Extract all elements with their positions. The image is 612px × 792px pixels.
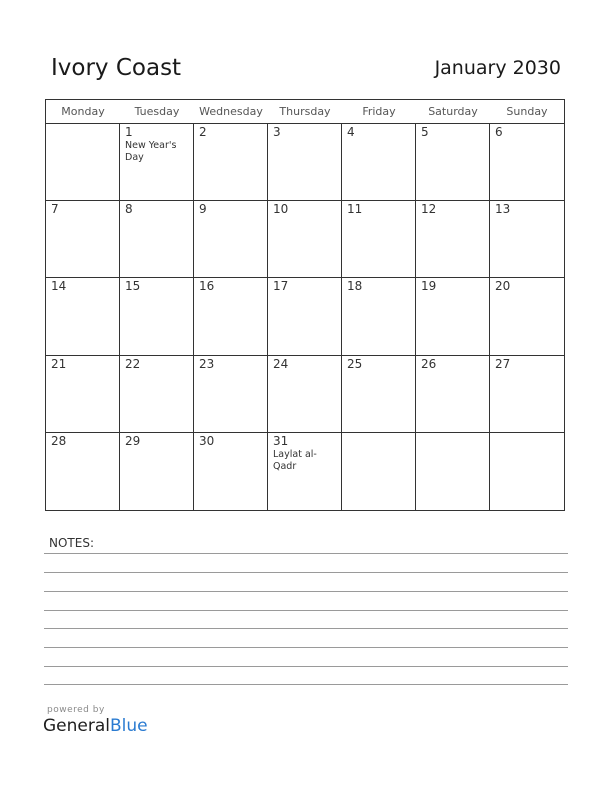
day-cell <box>490 433 564 510</box>
logo-general-text: General <box>43 716 110 736</box>
day-number: 31 <box>273 433 289 448</box>
day-cell <box>342 201 416 278</box>
day-cell <box>342 124 416 201</box>
day-cell <box>416 201 490 278</box>
day-cell <box>342 356 416 433</box>
note-line <box>44 684 568 685</box>
weekday-header-saturday: Saturday <box>428 105 478 118</box>
day-cell <box>268 356 342 433</box>
day-cell <box>120 278 194 355</box>
day-cell <box>268 433 342 510</box>
day-number: 25 <box>347 356 363 371</box>
day-number: 26 <box>421 356 437 371</box>
note-line <box>44 553 568 554</box>
day-number: 19 <box>421 279 437 294</box>
calendar-table <box>45 99 565 511</box>
day-number: 1 <box>125 125 133 139</box>
day-number: 27 <box>495 356 511 371</box>
day-cell <box>120 433 194 510</box>
day-cell <box>46 278 120 355</box>
logo-blue-text: Blue <box>110 716 148 736</box>
weekday-header-wednesday: Wednesday <box>199 105 263 118</box>
day-cell <box>194 124 268 201</box>
day-number: 21 <box>51 356 67 371</box>
day-cell <box>46 356 120 433</box>
day-number: 29 <box>125 433 141 448</box>
month-year-title: January 2030 <box>434 57 561 79</box>
day-cell <box>268 278 342 355</box>
day-number: 3 <box>273 125 281 139</box>
day-number: 13 <box>495 202 511 217</box>
weekday-header-row <box>46 100 564 124</box>
day-number: 20 <box>495 279 511 294</box>
day-number: 5 <box>421 125 429 139</box>
day-cell <box>416 356 490 433</box>
note-line <box>44 591 568 592</box>
day-number: 23 <box>199 356 215 371</box>
holiday-label: Laylat al-Qadr <box>273 448 317 472</box>
day-number: 12 <box>421 202 437 217</box>
weekday-header-thursday: Thursday <box>279 105 331 118</box>
day-cell <box>342 433 416 510</box>
day-cell <box>46 124 120 201</box>
day-cell <box>490 124 564 201</box>
day-cell <box>120 124 194 201</box>
day-cell <box>194 433 268 510</box>
day-cell <box>490 356 564 433</box>
day-cell <box>416 124 490 201</box>
note-line <box>44 666 568 667</box>
holiday-label: New Year's Day <box>125 140 177 163</box>
day-cell <box>416 278 490 355</box>
note-line <box>44 610 568 611</box>
day-number: 7 <box>51 202 59 217</box>
day-number: 10 <box>273 202 289 217</box>
day-cell <box>194 356 268 433</box>
day-cell <box>490 278 564 355</box>
day-number: 18 <box>347 279 363 294</box>
note-line <box>44 572 568 573</box>
day-cell <box>46 433 120 510</box>
day-cell <box>194 201 268 278</box>
note-line <box>44 628 568 629</box>
day-number: 6 <box>495 125 503 139</box>
day-number: 15 <box>125 279 141 294</box>
day-cell <box>46 201 120 278</box>
day-cell <box>416 433 490 510</box>
note-line <box>44 647 568 648</box>
day-cell <box>268 124 342 201</box>
day-number: 28 <box>51 433 67 448</box>
notes-label: NOTES: <box>49 536 94 550</box>
weekday-header-friday: Friday <box>362 105 396 118</box>
day-number: 14 <box>51 279 67 294</box>
generalblue-logo <box>43 716 148 736</box>
day-number: 11 <box>347 202 363 217</box>
weekday-header-sunday: Sunday <box>506 105 548 118</box>
day-number: 24 <box>273 356 289 371</box>
day-number: 22 <box>125 356 141 371</box>
day-cell <box>342 278 416 355</box>
day-number: 16 <box>199 279 215 294</box>
day-cell <box>268 201 342 278</box>
powered-by-text: powered by <box>47 705 105 715</box>
day-number: 9 <box>199 202 207 217</box>
day-cell <box>490 201 564 278</box>
day-number: 17 <box>273 279 289 294</box>
day-cell <box>120 356 194 433</box>
day-number: 2 <box>199 125 207 139</box>
calendar-grid <box>46 124 564 510</box>
country-title: Ivory Coast <box>51 55 182 81</box>
day-cell <box>194 278 268 355</box>
weekday-header-tuesday: Tuesday <box>134 105 180 118</box>
day-cell <box>120 201 194 278</box>
day-number: 8 <box>125 202 133 217</box>
weekday-header-monday: Monday <box>61 105 105 118</box>
day-number: 4 <box>347 125 355 139</box>
day-number: 30 <box>199 433 215 448</box>
